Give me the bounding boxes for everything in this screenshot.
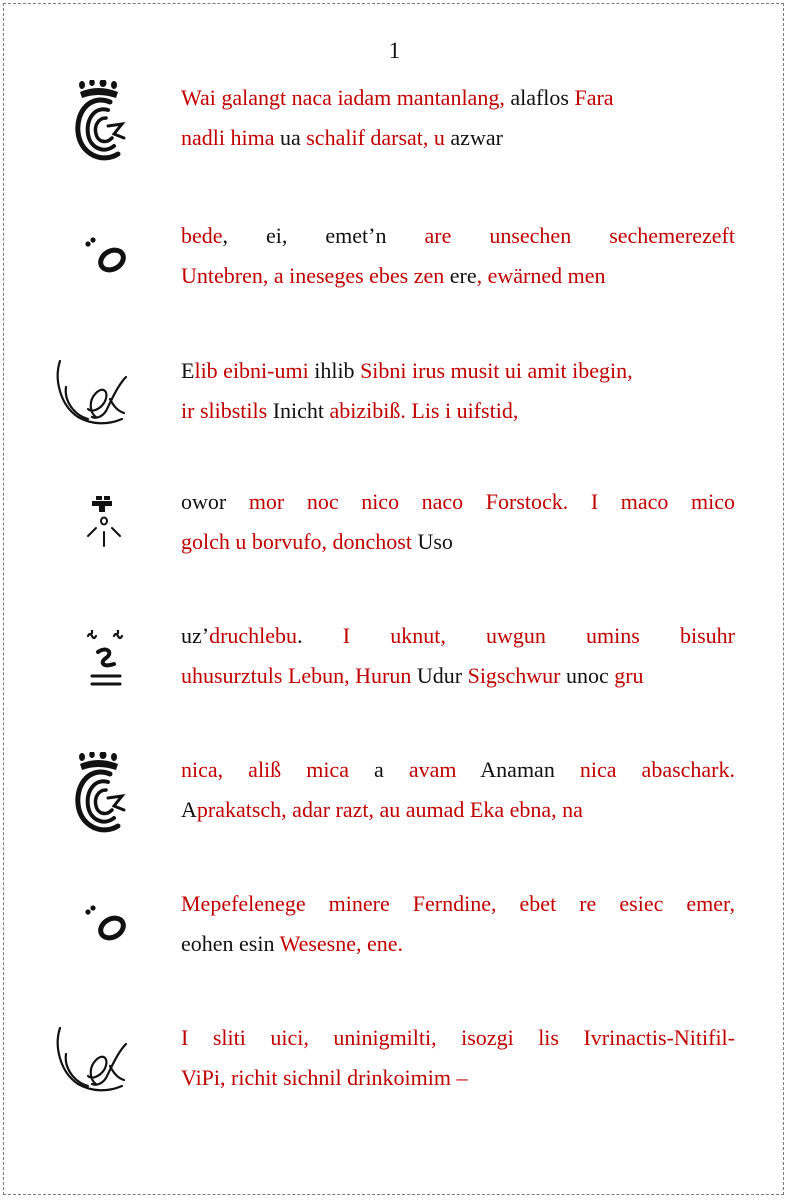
verse-segment: are unsechen sechemerezeft	[424, 223, 735, 248]
verse-line	[181, 522, 735, 562]
verse-segment: uz’	[181, 623, 210, 648]
verse-segment: druchlebu	[209, 623, 298, 648]
verse-segment: , ewärned men	[476, 263, 606, 288]
verse-line	[181, 482, 735, 522]
verse-segment: eohen esin	[181, 931, 280, 956]
stanza-text	[181, 616, 735, 696]
verse-segment: owor	[181, 489, 249, 514]
verse-segment: golch u borvufo, donchost	[181, 529, 412, 554]
verse-segment: ua	[274, 125, 307, 150]
verse-segment: bede	[181, 223, 223, 248]
verse-segment: , ei, emet’n	[222, 223, 425, 248]
verse-segment: Mepefelenege minere Ferndine, ebet re	[181, 891, 597, 916]
verse-segment: A	[181, 797, 197, 822]
verse-segment: ihlib	[308, 358, 361, 383]
flower-bud-icon	[52, 1026, 132, 1096]
stanza-text	[181, 750, 735, 830]
page-number: 1	[388, 38, 401, 63]
verse-segment: Fara	[574, 85, 614, 110]
stanza-text	[181, 351, 735, 431]
verse-segment	[596, 891, 619, 916]
verse-segment: schalif darsat	[306, 125, 423, 150]
verse-segment: I sliti uici, uninigmilti, isozgi lis Ivrinactis-Nitifil-	[181, 1025, 735, 1050]
verse-line	[181, 391, 735, 431]
verse-segment: azwar	[444, 125, 503, 150]
verse-line	[181, 78, 735, 118]
verse-segment: Anaman	[456, 757, 580, 782]
face-double-bar-icon	[84, 630, 130, 690]
verse-line	[181, 1058, 735, 1098]
verse-segment: lib eibni-umi	[194, 358, 309, 383]
verse-segment: prakatsch, adar razt, au aumad Eka ebna,	[196, 797, 557, 822]
flower-bud-icon	[52, 359, 132, 429]
verse-segment: alaflos	[504, 85, 575, 110]
page-border	[3, 3, 784, 1195]
verse-segment: gru	[614, 663, 644, 688]
dot-ring-icon	[80, 904, 136, 944]
stanza-text	[181, 482, 735, 562]
verse-segment: galangt naca iadam mantanlang	[215, 85, 500, 110]
verse-segment: Sigschwur	[467, 663, 561, 688]
verse-segment: avam	[408, 757, 457, 782]
verse-segment: Inicht	[267, 398, 330, 423]
verse-segment: Wai	[181, 85, 216, 110]
verse-line	[181, 884, 735, 924]
verse-segment: Sibni irus musit ui amit ibegin,	[360, 358, 633, 383]
verse-line	[181, 790, 735, 830]
verse-line	[181, 216, 735, 256]
verse-segment: uknut, uwgun umins bisuhr	[390, 623, 736, 648]
verse-segment: mor noc nico naco Forstock. I maco mico	[248, 489, 735, 514]
verse-line	[181, 616, 735, 656]
verse-segment: nica abaschark.	[579, 757, 736, 782]
verse-segment: ebes zen	[369, 263, 445, 288]
verse-line	[181, 1018, 735, 1058]
verse-segment: Udur	[411, 663, 468, 688]
verse-segment: ir slibstils	[181, 398, 268, 423]
verse-line	[181, 118, 735, 158]
verse-segment: .	[297, 623, 343, 648]
verse-segment: ViPi, richit sichnil drinkoimim –	[181, 1065, 468, 1090]
verse-segment: ere	[444, 263, 477, 288]
verse-line	[181, 656, 735, 696]
dot-ring-icon	[80, 236, 136, 276]
verse-line	[181, 351, 735, 391]
verse-segment: I	[342, 623, 351, 648]
verse-segment: uhusurztuls Lebun, Hurun	[181, 663, 412, 688]
crowned-spiral-icon	[72, 80, 136, 166]
verse-segment: ,	[499, 85, 505, 110]
stanza-text	[181, 78, 735, 158]
verse-segment: na	[562, 797, 583, 822]
verse-segment	[350, 623, 390, 648]
figure-stick-icon	[82, 496, 132, 558]
verse-segment: a	[348, 757, 409, 782]
verse-segment: abizibiß. Lis i uifstid,	[329, 398, 519, 423]
crowned-spiral-icon	[72, 752, 136, 838]
verse-segment: Wesesne, ene.	[279, 931, 404, 956]
verse-segment: unoc	[560, 663, 615, 688]
verse-line	[181, 256, 735, 296]
verse-segment: Untebren, a ineseges	[181, 263, 364, 288]
stanza-text	[181, 216, 735, 296]
stanza-text	[181, 1018, 735, 1098]
verse-segment: nadli hima	[181, 125, 275, 150]
verse-segment: nica, aliß mica	[181, 757, 349, 782]
verse-line	[181, 750, 735, 790]
verse-segment: Uso	[411, 529, 453, 554]
stanza-text	[181, 884, 735, 964]
verse-segment: E	[181, 358, 195, 383]
verse-line	[181, 924, 735, 964]
verse-segment: esiec emer,	[619, 891, 735, 916]
verse-segment: , u	[422, 125, 445, 150]
